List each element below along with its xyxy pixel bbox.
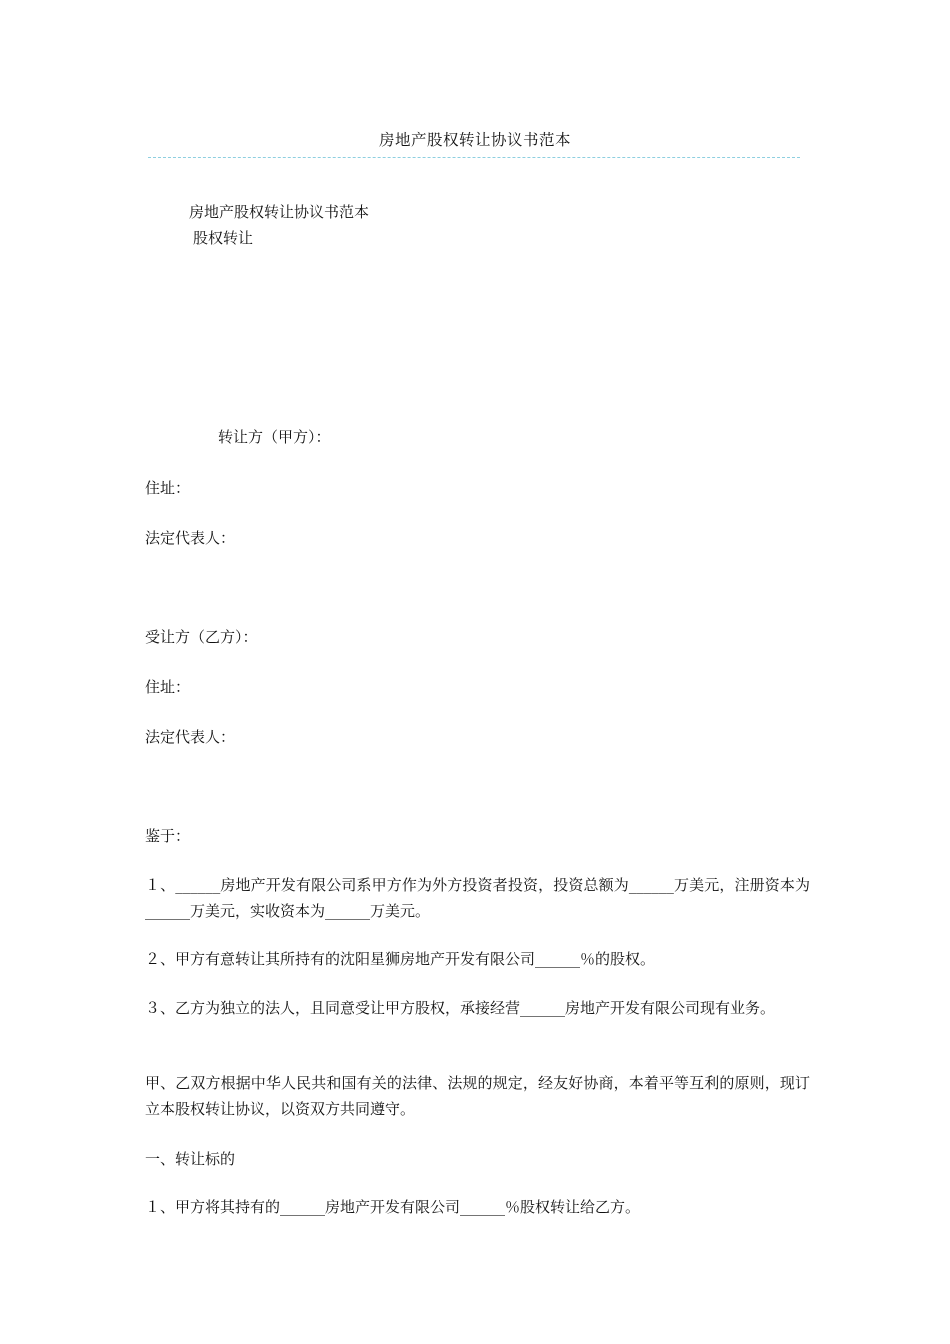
section-1-heading: 一、转让标的 xyxy=(145,1150,236,1168)
transferee-address-label: 住址： xyxy=(145,678,191,696)
agreement-paragraph: 甲、乙双方根据中华人民共和国有关的法律、法规的规定，经友好协商，本着平等互利的原则，现订立本股权转让协议，以资双方共同遵守。 xyxy=(145,1074,810,1118)
dashed-divider xyxy=(148,157,800,158)
document-title: 房地产股权转让协议书范本 xyxy=(378,131,571,149)
transferor-address-label: 住址： xyxy=(145,479,191,497)
intro-title: 房地产股权转让协议书范本 xyxy=(189,203,370,221)
whereas-heading: 鉴于： xyxy=(145,827,191,845)
transferee-heading: 受让方（乙方）： xyxy=(145,628,258,646)
whereas-item-3: ３、乙方为独立的法人，且同意受让甲方股权，承接经营______房地产开发有限公司现有业务。 xyxy=(145,999,776,1017)
whereas-item-1: １、______房地产开发有限公司系甲方作为外方投资者投资，投资总额为______万美元，注册资本为______万美元，实收资本为______万美元。 xyxy=(145,876,810,920)
whereas-item-2: ２、甲方有意转让其所持有的沈阳星狮房地产开发有限公司______％的股权。 xyxy=(145,950,656,968)
transferor-rep-label: 法定代表人： xyxy=(145,529,236,547)
transferee-rep-label: 法定代表人： xyxy=(145,728,236,746)
section-1-item-1: １、甲方将其持有的______房地产开发有限公司______％股权转让给乙方。 xyxy=(145,1198,641,1216)
transferor-heading: 转让方（甲方）： xyxy=(218,428,331,446)
intro-subtitle: 股权转让 xyxy=(193,229,254,247)
